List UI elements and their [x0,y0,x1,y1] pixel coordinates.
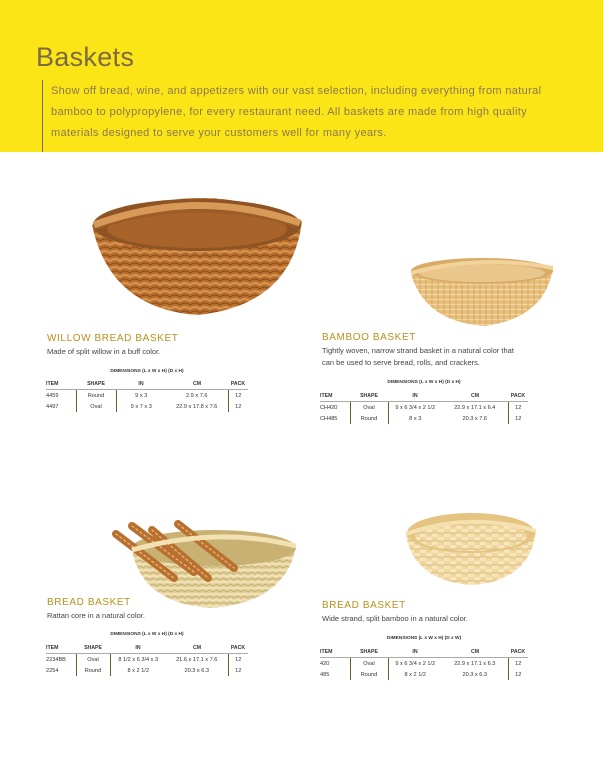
table-row [46,654,248,666]
item-cell: 4497 [46,403,59,410]
in-cell: 9 x 6 3/4 x 2 1/2 [388,402,442,414]
table-header-row [320,644,528,658]
cm-cell: 22.9 x 17.1 x 6.4 [454,404,496,411]
col-cm: CM [442,388,508,402]
cm-cell: 2.9 x 7.6 [186,392,208,399]
pack-cell: 12 [228,390,248,402]
in-cell: 9 x 7 x 3 [116,401,166,412]
col-cm: CM [166,640,228,654]
bamboo-basket-name: BAMBOO BASKET [322,332,416,343]
in-cell: 8 x 3 [388,413,442,424]
item-cell: 2234BB [46,656,66,663]
rattan-dimensions-label: DIMENSIONS (L x W x H) (D x H) [110,632,184,637]
intro-text: Show off bread, wine, and appetizers with our vast selection, including everything from natural bamboo to polypropylene, for every restaurant need. All baskets are made from high quality materials designed to serve your customers well for many years. [51,85,542,139]
in-cell: 8 x 2 1/2 [110,665,166,676]
pack-cell: 12 [228,665,248,676]
bamboo-basket-photo [405,252,557,330]
col-cm: CM [442,644,508,658]
split-bamboo-dimensions-label: DIMENSIONS (L x W x H) (D x W) [386,636,462,641]
willow-dimensions-label: DIMENSIONS (L x W x H) (D x H) [110,369,184,374]
pack-cell: 12 [228,654,248,666]
item-cell: CH485 [320,415,338,422]
cm-cell: 20.3 x 6.3 [184,667,210,674]
col-shape: SHAPE [76,640,110,654]
table-row [46,665,248,676]
split-bamboo-basket-description: Wide strand, split bamboo in a natural color. [322,614,468,623]
table-row [320,402,528,414]
col-in: IN [388,388,442,402]
bamboo-dimensions-label: DIMENSIONS (L x W x H) (D x H) [387,380,461,385]
cm-cell: 20.3 x 7.6 [462,415,488,422]
shape-cell: Oval [350,402,388,414]
shape-cell: Round [76,390,116,402]
col-in: IN [116,376,166,390]
col-shape: SHAPE [350,644,388,658]
cm-cell: 20.3 x 6.3 [462,671,488,678]
shape-cell: Oval [76,654,110,666]
item-cell: 4459 [46,392,59,399]
pack-cell: 12 [508,413,528,424]
in-cell: 8 1/2 x 6 3/4 x 3 [110,654,166,666]
table-header-row [46,376,248,390]
col-pack: PACK [508,388,528,402]
item-cell: CH420 [320,404,338,411]
willow-basket-name: WILLOW BREAD BASKET [47,333,179,344]
rattan-basket-name: BREAD BASKET [47,597,131,608]
col-pack: PACK [228,640,248,654]
intro-rule [42,80,43,152]
shape-cell: Round [350,413,388,424]
willow-basket-description: Made of split willow in a buff color. [47,347,161,356]
cm-cell: 22.9 x 17.1 x 6.3 [454,660,496,667]
split-bamboo-basket-name: BREAD BASKET [322,600,406,611]
willow-basket-photo [80,185,312,323]
col-in: IN [110,640,166,654]
item-cell: 485 [320,671,330,678]
table-row [320,658,528,670]
table-row [320,669,528,680]
item-cell: 420 [320,660,330,667]
pack-cell: 12 [508,669,528,680]
col-item: ITEM [320,644,350,658]
split-bamboo-basket-photo [402,505,540,587]
shape-cell: Round [350,669,388,680]
table-row [46,401,248,412]
rattan-basket-description: Rattan core in a natural color. [47,611,145,620]
shape-cell: Oval [350,658,388,670]
col-shape: SHAPE [76,376,116,390]
rattan-spec-table [46,640,248,676]
pack-cell: 12 [508,402,528,414]
shape-cell: Oval [76,401,116,412]
col-item: ITEM [46,376,76,390]
bamboo-basket-description: Tightly woven, narrow strand basket in a natural color that can be used to serve bread, rolls, and crackers. [322,346,514,367]
table-header-row [46,640,248,654]
table-row [320,413,528,424]
col-in: IN [388,644,442,658]
pack-cell: 12 [508,658,528,670]
in-cell: 8 x 2 1/2 [388,669,442,680]
col-item: ITEM [320,388,350,402]
col-cm: CM [166,376,228,390]
col-item: ITEM [46,640,76,654]
cm-cell: 21.6 x 17.1 x 7.6 [176,656,218,663]
item-cell: 2254 [46,667,59,674]
col-shape: SHAPE [350,388,388,402]
split-bamboo-spec-table [320,644,528,680]
col-pack: PACK [228,376,248,390]
bamboo-spec-table [320,388,528,424]
col-pack: PACK [508,644,528,658]
rattan-basket-photo [108,520,300,610]
table-row [46,390,248,402]
cm-cell: 22.9 x 17.8 x 7.6 [176,403,218,410]
pack-cell: 12 [228,401,248,412]
in-cell: 9 x 6 3/4 x 2 1/2 [388,658,442,670]
header-banner [0,0,603,152]
willow-spec-table [46,376,248,412]
in-cell: 9 x 3 [116,390,166,402]
shape-cell: Round [76,665,110,676]
page-title: Baskets [36,42,135,72]
table-header-row [320,388,528,402]
